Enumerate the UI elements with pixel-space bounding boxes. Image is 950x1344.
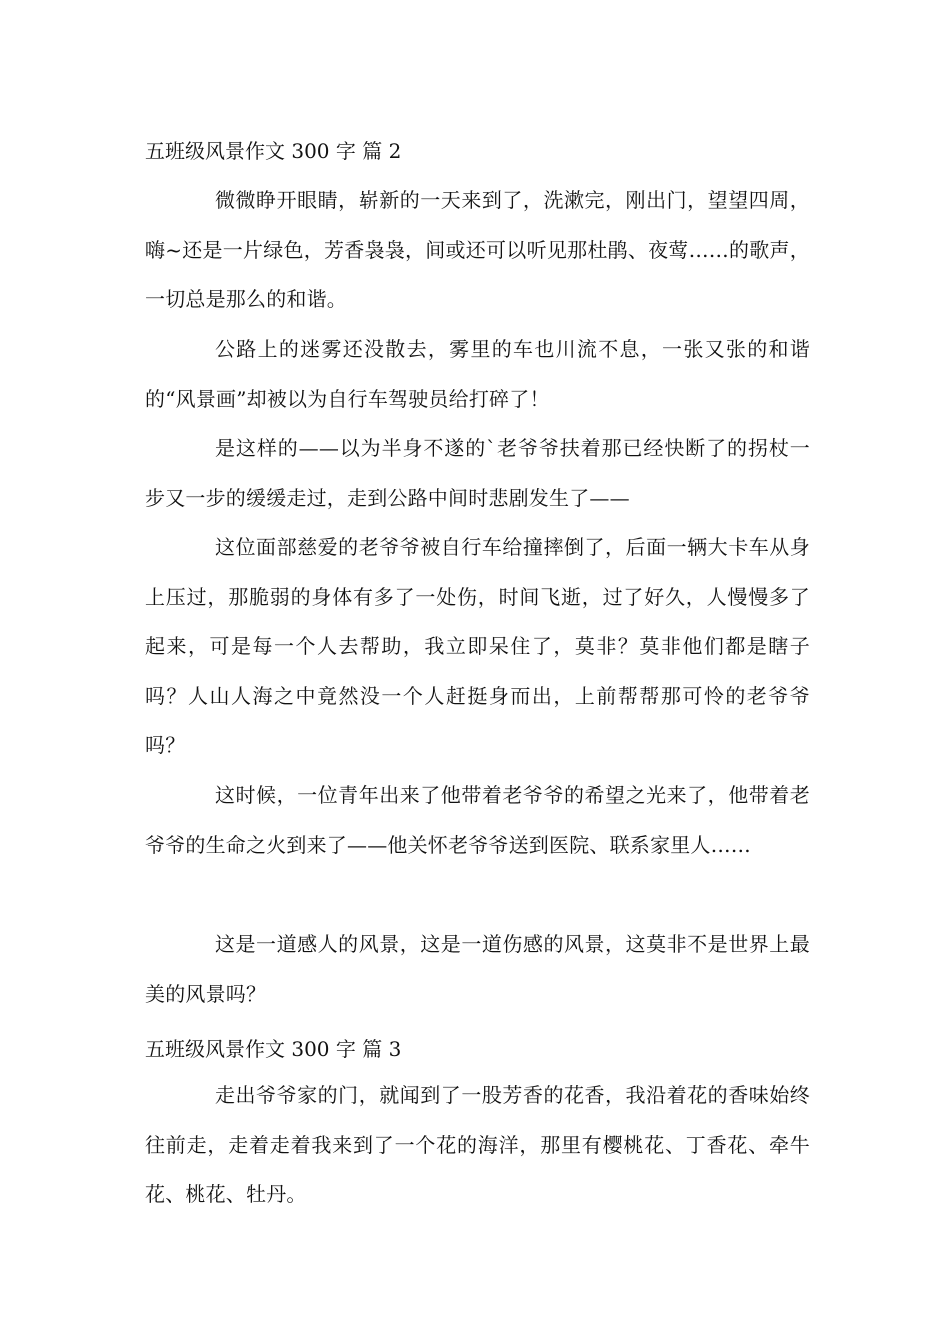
paragraph: 公路上的迷雾还没散去，雾里的车也川流不息，一张又张的和谐的“风景画”却被以为自行车驾驶员给打碎了！: [145, 337, 810, 411]
paragraph: 这是一道感人的风景，这是一道伤感的风景，这莫非不是世界上最美的风景吗？: [145, 932, 810, 1006]
paragraph: 微微睁开眼睛，崭新的一天来到了，洗漱完，刚出门，望望四周，嗨~还是一片绿色，芳香袅袅，间或还可以听见那杜鹃、夜莺……的歌声，一切总是那么的和谐。: [145, 188, 810, 311]
paragraph: 是这样的——以为半身不遂的`老爷爷扶着那已经快断了的拐杖一步又一步的缓缓走过，走到公路中间时悲剧发生了——: [145, 436, 810, 510]
document-page: [145, 0, 810, 1344]
paragraph: 这位面部慈爱的老爷爷被自行车给撞摔倒了，后面一辆大卡车从身上压过，那脆弱的身体有多了一处伤，时间飞逝，过了好久，人慢慢多了起来，可是每一个人去帮助，我立即呆住了，莫非？莫非他们都是瞎子吗？人山人海之中竟然没一个人赶挺身而出，上前帮帮那可怜的老爷爷吗？: [145, 535, 810, 757]
section-heading: 五班级风景作文 300 字 篇 2: [145, 139, 402, 163]
section-heading: 五班级风景作文 300 字 篇 3: [145, 1037, 402, 1061]
paragraph: 走出爷爷家的门，就闻到了一股芳香的花香，我沿着花的香味始终往前走，走着走着我来到了一个花的海洋，那里有樱桃花、丁香花、牵牛花、桃花、牡丹。: [145, 1083, 810, 1206]
paragraph: 这时候，一位青年出来了他带着老爷爷的希望之光来了，他带着老爷爷的生命之火到来了——他关怀老爷爷送到医院、联系家里人……: [145, 783, 810, 857]
